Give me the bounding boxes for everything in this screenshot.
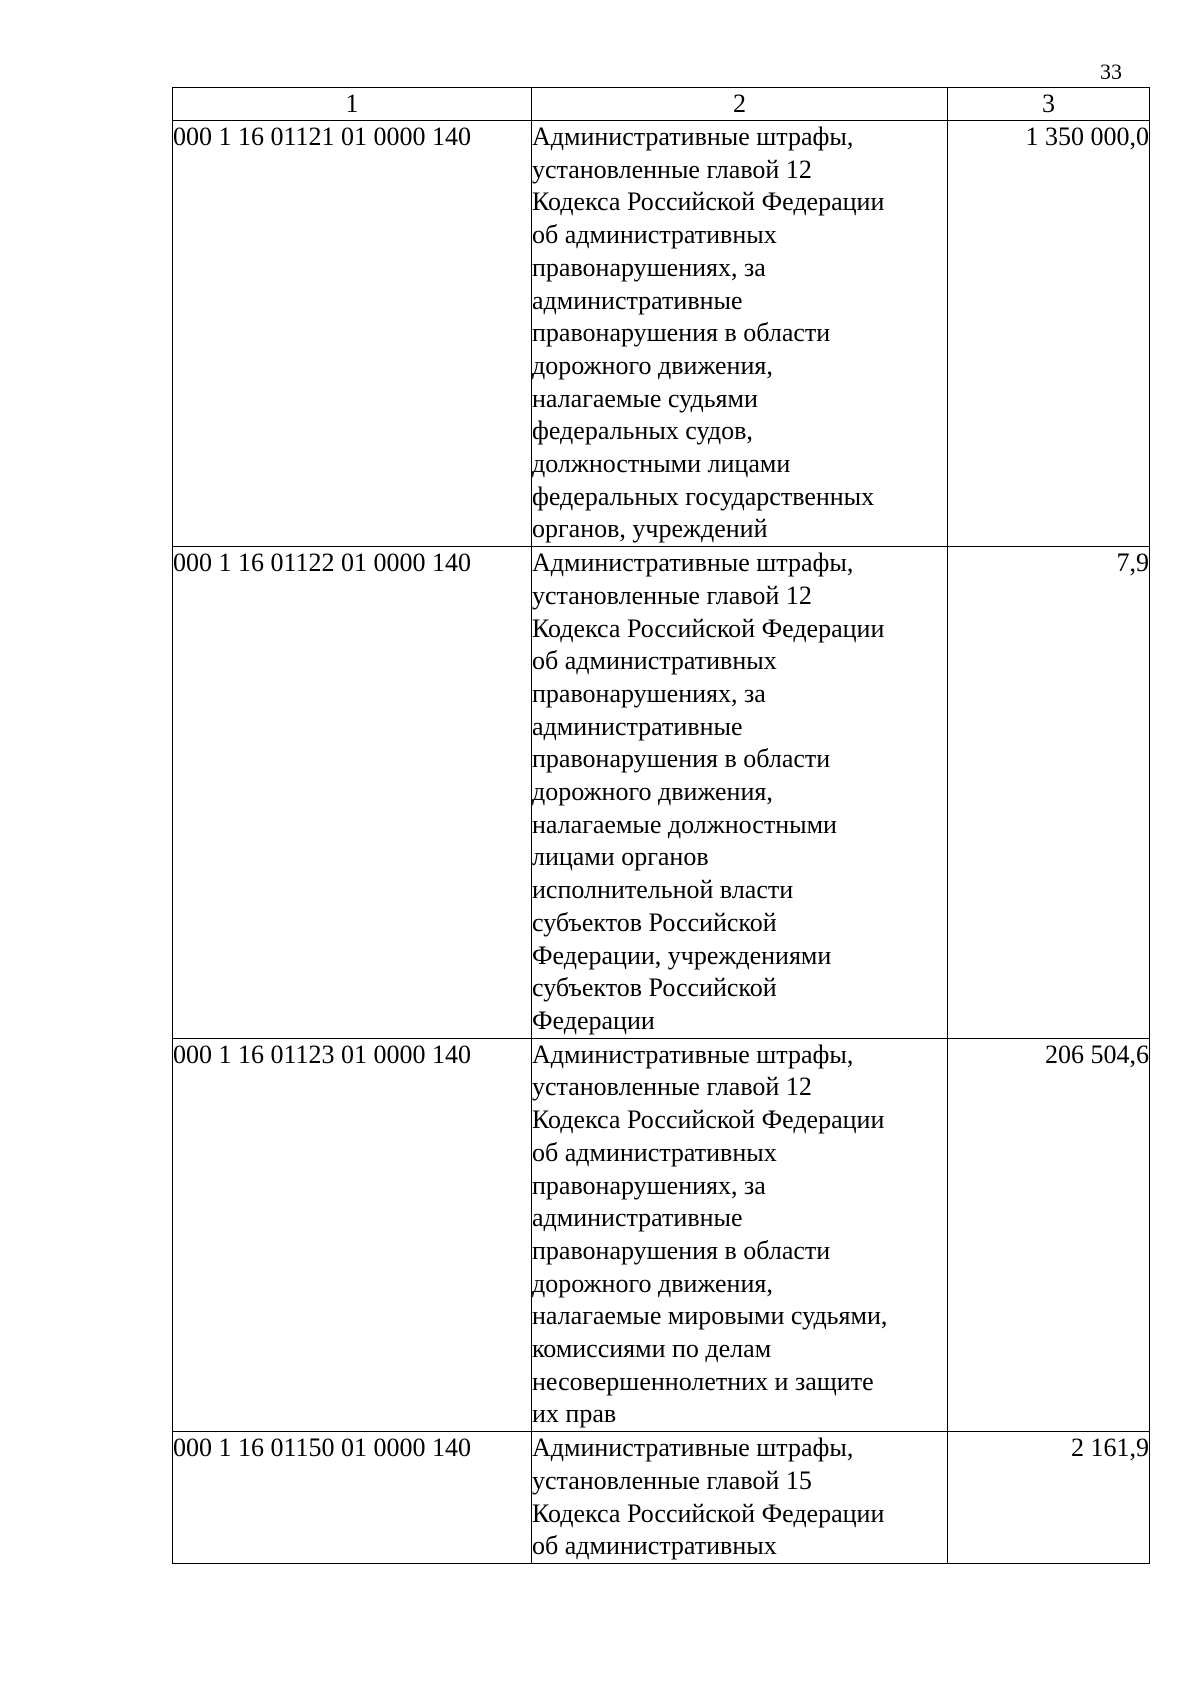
description-line: должностными лицами	[532, 449, 791, 479]
revenue-description-cell	[532, 547, 948, 1039]
description-line: Административные штрафы,	[532, 1039, 854, 1069]
amount-cell: 2 161,9	[948, 1432, 1150, 1564]
table-header-row	[173, 88, 1150, 121]
description-line: их прав	[532, 1399, 617, 1429]
description-line: административные	[532, 1203, 743, 1233]
description-line: федеральных государственных	[532, 481, 875, 511]
description-line: административные	[532, 711, 743, 741]
table-row	[173, 121, 1150, 547]
description-line: административные	[532, 285, 743, 315]
table-body	[173, 121, 1150, 1564]
description-line: субъектов Российской	[532, 973, 777, 1003]
description-line: Кодекса Российской Федерации	[532, 613, 885, 643]
description-line: правонарушениях, за	[532, 1170, 766, 1200]
description-line: субъектов Российской	[532, 907, 777, 937]
description-line: правонарушениях, за	[532, 678, 766, 708]
description-line: Кодекса Российской Федерации	[532, 1498, 885, 1528]
description-line: установленные главой 12	[532, 154, 812, 184]
description-line: налагаемые судьями	[532, 383, 758, 413]
description-line: об административных	[532, 646, 777, 676]
description-line: об административных	[532, 1531, 777, 1561]
description-line: Кодекса Российской Федерации	[532, 187, 885, 217]
table-row	[173, 1038, 1150, 1431]
column-header-amount: 3	[948, 88, 1150, 121]
description-line: органов, учреждений	[532, 514, 768, 544]
description-line: комиссиями по делам	[532, 1334, 772, 1364]
budget-revenue-table	[172, 87, 1150, 1564]
description-line: правонарушения в области	[532, 1235, 831, 1265]
description-line: налагаемые мировыми судьями,	[532, 1301, 888, 1331]
revenue-code-cell: 000 1 16 01122 01 0000 140	[173, 547, 532, 1039]
description-line: об административных	[532, 220, 777, 250]
description-line: дорожного движения,	[532, 350, 773, 380]
description-line: Федерации	[532, 1005, 655, 1035]
description-line: Административные штрафы,	[532, 548, 854, 578]
revenue-code-cell: 000 1 16 01123 01 0000 140	[173, 1038, 532, 1431]
description-line: налагаемые должностными	[532, 809, 837, 839]
revenue-description-cell	[532, 1038, 948, 1431]
description-line: об административных	[532, 1137, 777, 1167]
amount-cell: 1 350 000,0	[948, 121, 1150, 547]
revenue-code-cell: 000 1 16 01150 01 0000 140	[173, 1432, 532, 1564]
description-line: Административные штрафы,	[532, 122, 854, 151]
column-header-description: 2	[532, 88, 948, 121]
description-line: Федерации, учреждениями	[532, 940, 832, 970]
description-line: установленные главой 15	[532, 1465, 812, 1495]
table-row	[173, 1432, 1150, 1564]
table-row	[173, 547, 1150, 1039]
description-line: установленные главой 12	[532, 580, 812, 610]
amount-cell: 7,9	[948, 547, 1150, 1039]
description-line: правонарушениях, за	[532, 252, 766, 282]
revenue-description-cell	[532, 1432, 948, 1564]
revenue-description-cell	[532, 121, 948, 547]
amount-cell: 206 504,6	[948, 1038, 1150, 1431]
description-line: Кодекса Российской Федерации	[532, 1105, 885, 1135]
column-header-code: 1	[173, 88, 532, 121]
description-line: федеральных судов,	[532, 416, 753, 446]
description-line: дорожного движения,	[532, 1268, 773, 1298]
description-line: правонарушения в области	[532, 744, 831, 774]
description-line: несовершеннолетних и защите	[532, 1366, 874, 1396]
description-line: установленные главой 12	[532, 1072, 812, 1102]
description-line: лицами органов	[532, 842, 709, 872]
description-line: Административные штрафы,	[532, 1433, 854, 1463]
page-number: 33	[1100, 59, 1122, 84]
description-line: дорожного движения,	[532, 777, 773, 807]
description-line: правонарушения в области	[532, 318, 831, 348]
revenue-code-cell: 000 1 16 01121 01 0000 140	[173, 121, 532, 547]
description-line: исполнительной власти	[532, 875, 794, 905]
